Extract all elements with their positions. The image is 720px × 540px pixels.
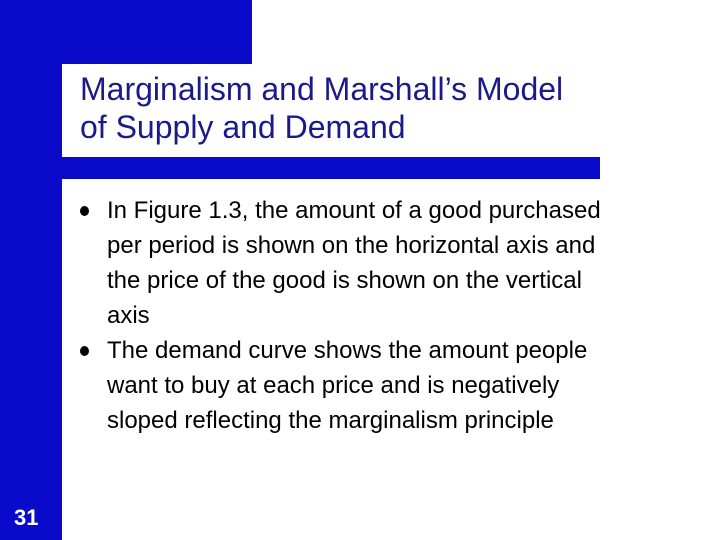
frame-left-bar (0, 0, 62, 540)
bullet-text (107, 333, 700, 438)
bullet-text-line: In Figure 1.3, the amount of a good purchased (107, 197, 601, 224)
slide-title-line: of Supply and Demand (80, 109, 406, 145)
title-underline-bar (14, 157, 600, 179)
bullet-dot-icon (80, 206, 89, 216)
slide-title-line: Marginalism and Marshall’s Model (80, 71, 564, 107)
bullet-item (80, 333, 700, 438)
bullet-item (80, 193, 700, 333)
bullet-text-line: axis (107, 302, 150, 329)
slide-title (80, 70, 700, 146)
bullet-text-line: sloped reflecting the marginalism principle (107, 407, 554, 434)
page-number: 31 (14, 505, 39, 530)
bullet-text (107, 193, 700, 333)
bullet-text-line: The demand curve shows the amount people (107, 337, 588, 364)
bullet-text-line: the price of the good is shown on the vertical (107, 267, 582, 294)
bullet-list (80, 193, 700, 438)
bullet-text-line: per period is shown on the horizontal axis and (107, 232, 596, 259)
bullet-dot-icon (80, 346, 89, 356)
bullet-text-line: want to buy at each price and is negatively (107, 372, 560, 399)
